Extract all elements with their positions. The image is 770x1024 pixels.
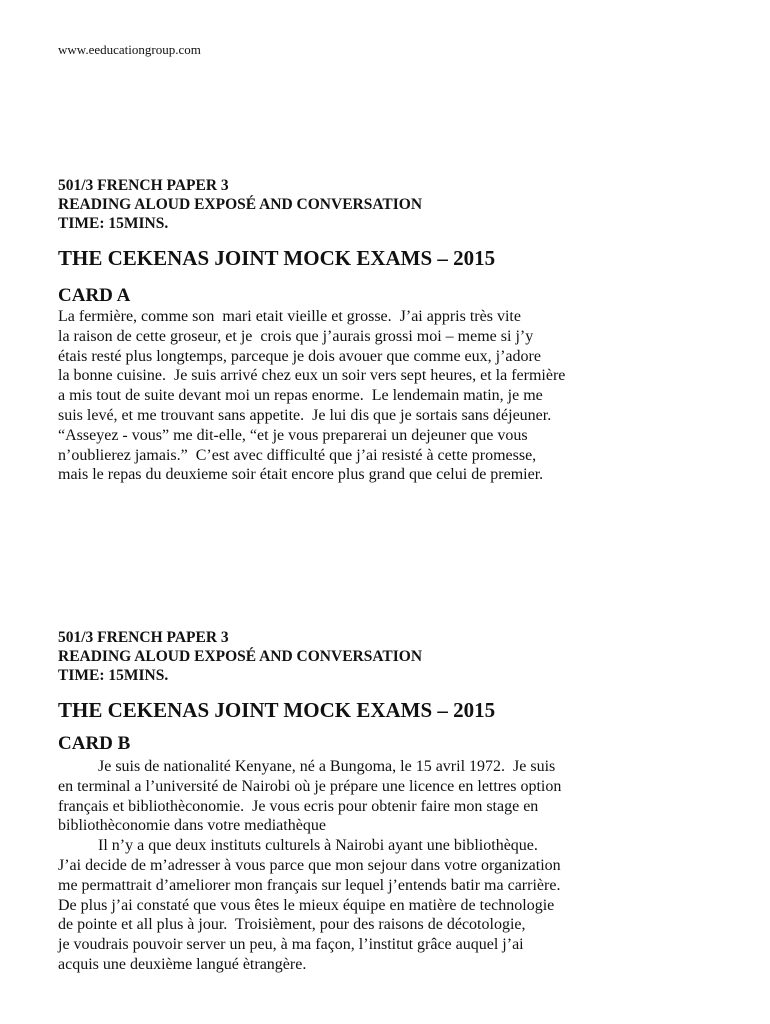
card-text: Je suis de nationalité Kenyane, né a Bungoma, le 15 avril 1972. Je suis en terminal a l’université de Nairobi où je prépare une licence en lettres option français et bibliothèconomie. Je vous ecris pour obtenir faire mon stage en bibliothèconomie dans votre mediathèque Il n’y a que deux instituts culturels à Nairobi ayant une bibliothèque. J’ai decide de m’adresser à vous parce que mon sejour dans votre organization me permattrait d’ameliorer mon français sur lequel j’entends batir ma carrière. De plus j’ai constaté que vous êtes le mieux équipe en matière de technologie de pointe et all plus à jour. Troisièment, pour des raisons de décotologie, je voudrais pouvoir server un peu, à ma façon, l’institut grâce auquel j’ai acquis une deuxième langué ètrangère. <box>58 758 562 973</box>
card-b-section <box>58 628 748 975</box>
paper-subtitle: READING ALOUD EXPOSÉ AND CONVERSATION <box>58 196 423 213</box>
card-a-section <box>58 176 748 485</box>
exam-title: THE CEKENAS JOINT MOCK EXAMS – 2015 <box>58 698 496 722</box>
paper-code: 501/3 FRENCH PAPER 3 <box>58 177 229 194</box>
paper-code: 501/3 FRENCH PAPER 3 <box>58 629 229 646</box>
card-text: La fermière, comme son mari etait vieille et grosse. J’ai appris très vite la raison de cette groseur, et je crois que j’aurais grossi moi – meme si j’y étais resté plus longtemps, parceque je dois avouer que comme eux, j’adore la bonne cuisine. Je suis arrivé chez eux un soir vers sept heures, et la fermière a mis tout de suite devant moi un repas enorme. Le lendemain matin, je me suis levé, et me trouvant sans appetite. Je lui dis que je sortais sans déjeuner. “Asseyez - vous” me dit-elle, “et je vous preparerai un dejeuner que vous n’oublierez jamais.” C’est avec difficulté que j’ai resisté à cette promesse, mais le repas du deuxieme soir était encore plus grand que celui de premier. <box>58 308 566 484</box>
card-heading: CARD A <box>58 285 131 306</box>
paper-time: TIME: 15MINS. <box>58 215 169 232</box>
paper-time: TIME: 15MINS. <box>58 667 169 684</box>
header-url: www.eeducationgroup.com <box>58 42 201 57</box>
exam-title: THE CEKENAS JOINT MOCK EXAMS – 2015 <box>58 246 496 270</box>
card-heading: CARD B <box>58 733 131 754</box>
paper-subtitle: READING ALOUD EXPOSÉ AND CONVERSATION <box>58 648 423 665</box>
